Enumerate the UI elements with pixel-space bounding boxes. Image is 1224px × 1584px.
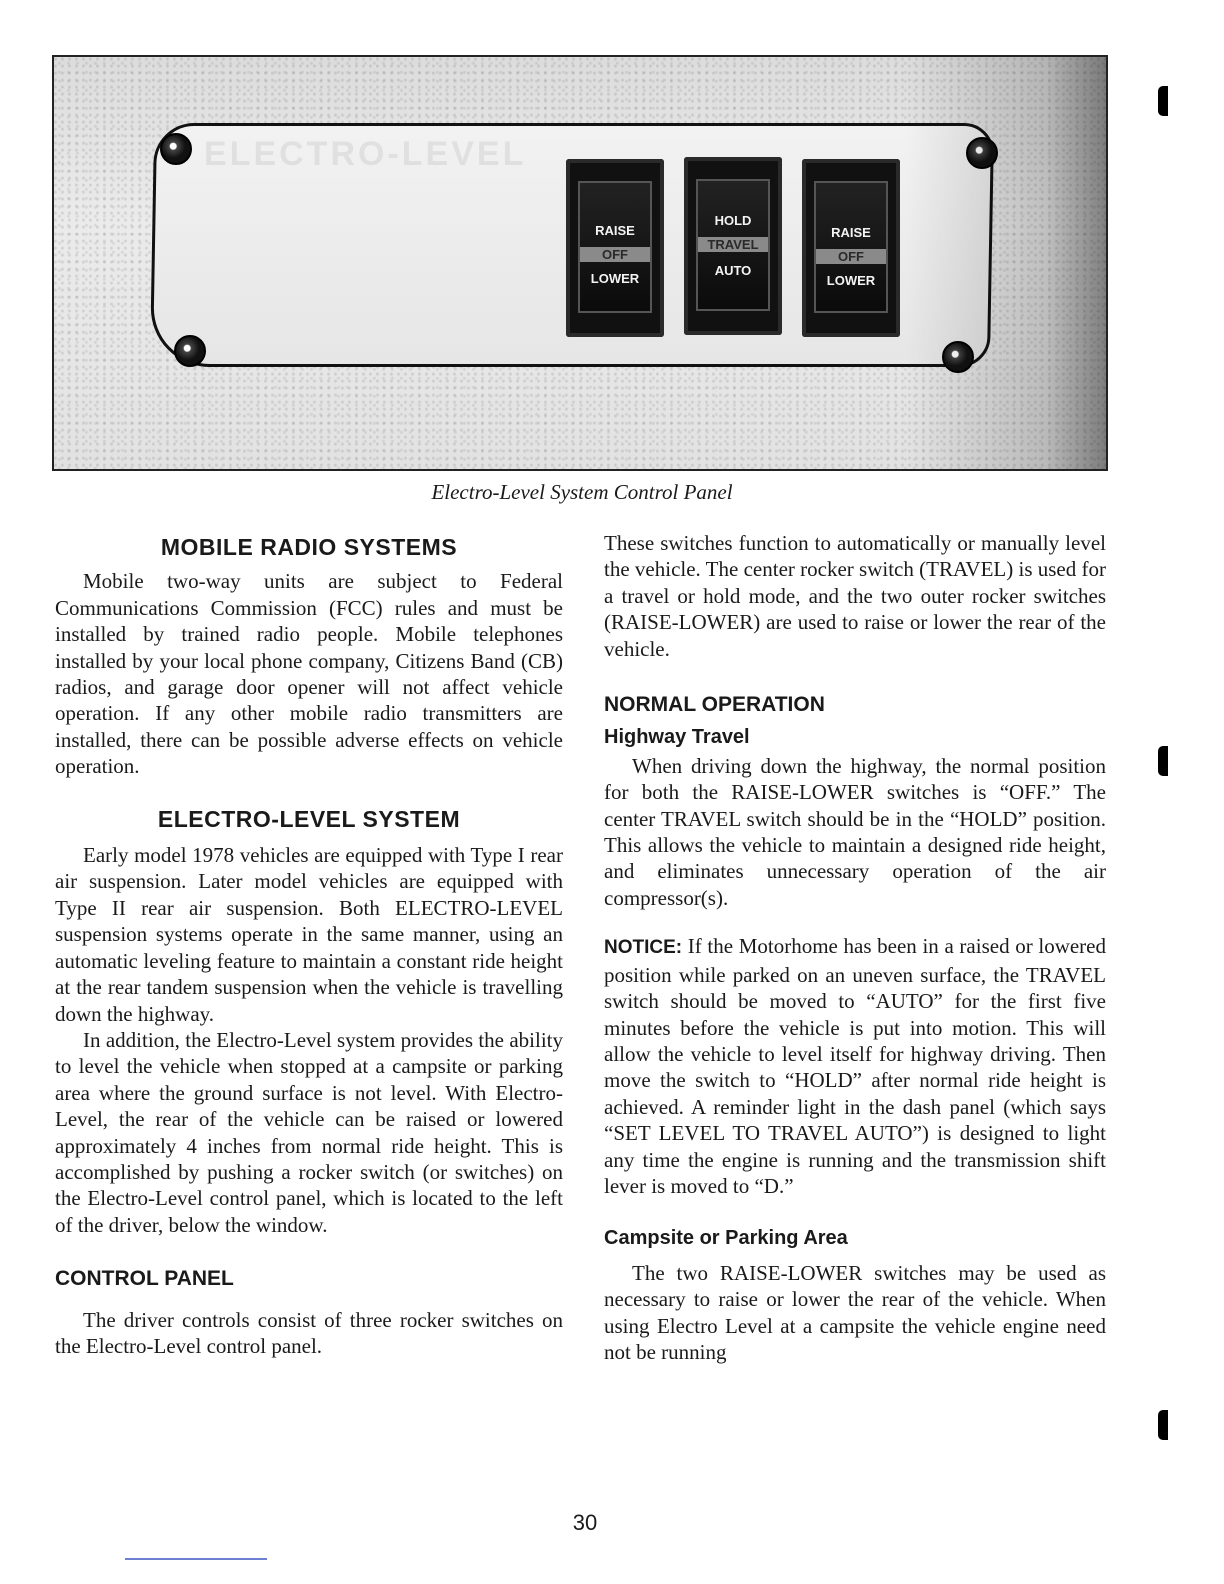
footer-rule	[125, 1558, 267, 1560]
paragraph-electro-level-2: In addition, the Electro-Level system provides the ability to level the vehicle when stopped at a campsite or parking area where the ground surface is not level. With Electro-Level, the rear of the vehicle can be raised or lowered approximately 4 inches from normal ride height. This is accomplished by pushing a rocker switch (or switches) on the Electro-Level control panel, which is located to the left of the driver, below the window.	[55, 1027, 563, 1237]
screw-icon	[160, 133, 192, 165]
heading-normal-operation: NORMAL OPERATION	[604, 693, 825, 717]
screw-icon	[174, 335, 206, 367]
rocker-switch-left	[566, 159, 664, 337]
heading-control-panel: CONTROL PANEL	[55, 1267, 234, 1291]
switch-label-lower: LOWER	[826, 273, 876, 288]
heading-mobile-radio: MOBILE RADIO SYSTEMS	[160, 534, 458, 560]
paragraph-campsite: The two RAISE-LOWER switches may be used as necessary to raise or lower the rear of the vehicle. When using Electro Level at a campsite the vehicle engine need not be running	[604, 1260, 1106, 1364]
switch-label-raise: RAISE	[595, 223, 635, 238]
switch-label-hold: HOLD	[714, 213, 752, 228]
notice-label: NOTICE:	[604, 937, 683, 959]
revision-bar	[1158, 1410, 1168, 1440]
paragraph-mobile-radio: Mobile two-way units are subject to Federal Communications Commission (FCC) rules and must be installed by trained radio people. Mobile telephones installed by your local phone company, Citizens Band (CB) radios, and garage door opener will not affect vehicle operation. If any other mobile radio transmitters are installed, there can be possible adverse effects on vehicle operation.	[55, 569, 563, 779]
switch-label-lower: LOWER	[590, 271, 640, 286]
rocker-switch-center	[684, 157, 782, 335]
figure-caption: Electro-Level System Control Panel	[431, 480, 733, 504]
paragraph-highway-travel: When driving down the highway, the normal position for both the RAISE-LOWER switches is “OFF.” The center TRAVEL switch should be in the “HOLD” position. This allows the vehicle to maintain a designed ride height, and eliminates unnecessary operation of the air compressor(s).	[604, 753, 1106, 910]
left-column	[55, 530, 563, 1359]
heading-campsite: Campsite or Parking Area	[604, 1227, 848, 1250]
rocker-switch-right	[802, 159, 900, 337]
control-panel-photo	[52, 55, 1108, 471]
heading-electro-level: ELECTRO-LEVEL SYSTEM	[157, 805, 461, 832]
revision-bar	[1158, 86, 1168, 116]
page-number: 30	[572, 1510, 598, 1535]
switch-label-travel: TRAVEL	[698, 237, 768, 252]
notice-text: If the Motorhome has been in a raised or lowered position while parked on an uneven surface, the TRAVEL switch should be moved to “AUTO” for the first five minutes before the vehicle is put into motion. This will allow the vehicle to level itself for highway driving. Then move the switch to “HOLD” after normal ride height is achieved. A reminder light in the dash panel (which says “SET LEVEL TO TRAVEL AUTO”) is designed to light any time the engine is running and the transmission shift lever is moved to “D.”	[604, 934, 1106, 1198]
right-column	[604, 530, 1106, 1365]
paragraph-electro-level-1: Early model 1978 vehicles are equipped with Type I rear air suspension. Later model vehicles are equipped with Type II rear air suspension. Both ELECTRO-LEVEL suspension systems operate in the same manner, using an automatic leveling feature to maintain a constant ride height at the rear tandem suspension when the vehicle is travelling down the highway.	[55, 843, 563, 1026]
plate-label: ELECTRO-LEVEL	[204, 135, 527, 173]
switch-label-raise: RAISE	[831, 225, 871, 240]
switch-label-off: OFF	[580, 247, 650, 262]
notice-paragraph	[604, 933, 1106, 1199]
paragraph-switches: These switches function to automatically or manually level the vehicle. The center rocker switch (TRAVEL) is used for a travel or hold mode, and the two outer rocker switches (RAISE-LOWER) are used to raise or lower the rear of the vehicle.	[604, 531, 1106, 661]
revision-bar	[1158, 746, 1168, 776]
switch-label-off: OFF	[816, 249, 886, 264]
heading-highway-travel: Highway Travel	[604, 726, 750, 749]
paragraph-control-panel: The driver controls consist of three rocker switches on the Electro-Level control panel.	[55, 1307, 563, 1358]
switch-label-auto: AUTO	[714, 263, 752, 278]
